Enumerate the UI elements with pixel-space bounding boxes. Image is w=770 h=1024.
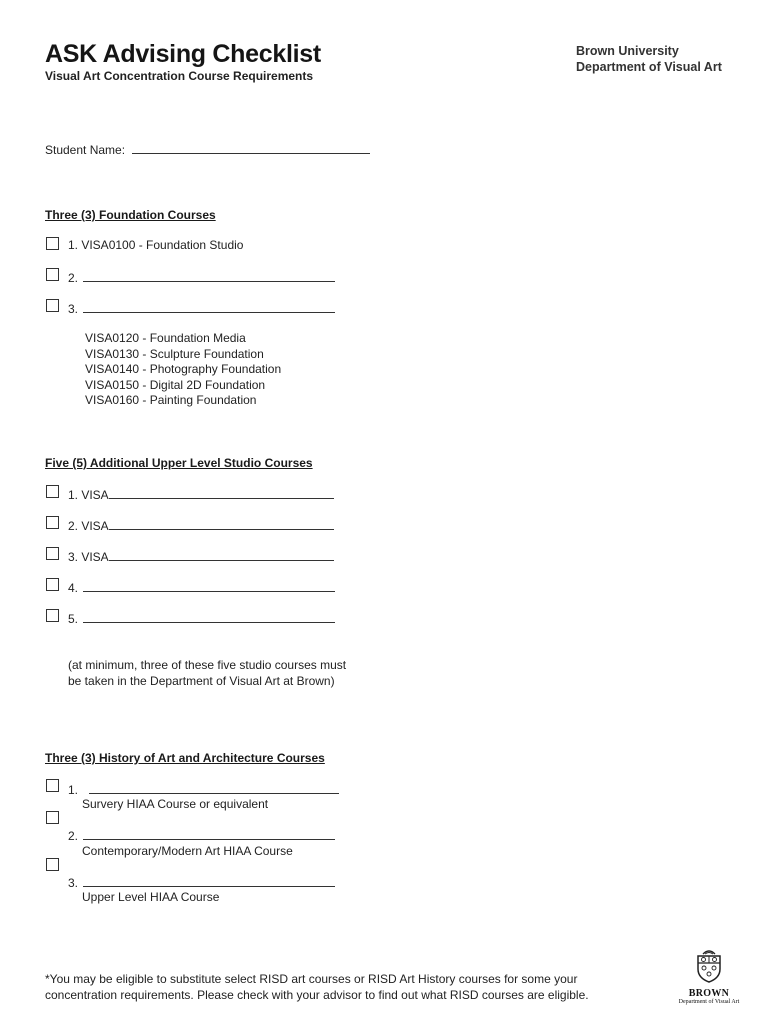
history-item-2-field[interactable]	[83, 827, 335, 840]
history-item-3-desc: Upper Level HIAA Course	[82, 890, 220, 904]
brown-crest-icon	[694, 947, 724, 983]
logo-subtitle: Department of Visual Art	[678, 999, 740, 1005]
history-item-2-number: 2.	[68, 829, 79, 843]
upper-item-3-prefix: 3. VISA	[68, 550, 109, 564]
history-item-1-number: 1.	[68, 783, 79, 797]
foundation-heading: Three (3) Foundation Courses	[45, 208, 216, 222]
footer-note	[45, 971, 589, 1003]
brown-logo	[676, 947, 742, 1005]
history-item-2-desc: Contemporary/Modern Art HIAA Course	[82, 844, 293, 858]
foundation-item-2-number: 2.	[68, 271, 79, 285]
history-checkbox-2[interactable]	[46, 811, 59, 824]
foundation-option: VISA0140 - Photography Foundation	[85, 362, 282, 377]
upper-checkbox-3[interactable]	[46, 547, 59, 560]
foundation-checkbox-3[interactable]	[46, 299, 59, 312]
upper-checkbox-5[interactable]	[46, 609, 59, 622]
footer-line: *You may be eligible to substitute select RISD art courses or RISD Art History courses for some your	[45, 972, 578, 986]
upper-item-4-number: 4.	[68, 581, 79, 595]
student-name-row	[45, 141, 370, 157]
history-checkbox-1[interactable]	[46, 779, 59, 792]
history-item-1-row	[68, 781, 339, 797]
upper-item-3-field[interactable]	[109, 548, 334, 561]
foundation-option: VISA0160 - Painting Foundation	[85, 393, 257, 408]
institution-block	[576, 43, 722, 75]
footer-line: concentration requirements. Please check with your advisor to find out what RISD courses are eligible.	[45, 988, 589, 1002]
upper-item-4-row	[68, 579, 335, 595]
history-item-3-number: 3.	[68, 876, 79, 890]
foundation-item-3-row	[68, 300, 335, 316]
history-heading: Three (3) History of Art and Architecture Courses	[45, 751, 325, 765]
upper-item-1-field[interactable]	[109, 486, 334, 499]
upper-level-note	[68, 657, 346, 689]
history-item-2-row	[68, 827, 335, 843]
foundation-checkbox-2[interactable]	[46, 268, 59, 281]
upper-item-5-row	[68, 610, 335, 626]
foundation-item-2-row	[68, 269, 335, 285]
upper-item-3-row	[68, 548, 334, 564]
foundation-option: VISA0120 - Foundation Media	[85, 331, 246, 345]
upper-item-2-field[interactable]	[109, 517, 334, 530]
foundation-item-3-number: 3.	[68, 302, 79, 316]
upper-item-5-number: 5.	[68, 612, 79, 626]
logo-wordmark: BROWN	[688, 988, 730, 999]
foundation-item-1: 1. VISA0100 - Foundation Studio	[68, 238, 244, 252]
foundation-option: VISA0150 - Digital 2D Foundation	[85, 377, 266, 392]
note-line: (at minimum, three of these five studio courses must	[68, 658, 347, 672]
department-name: Department of Visual Art	[576, 60, 722, 74]
foundation-checkbox-1[interactable]	[46, 237, 59, 250]
history-checkbox-3[interactable]	[46, 858, 59, 871]
history-item-3-row	[68, 874, 335, 890]
institution-name: Brown University	[576, 44, 679, 58]
history-item-3-field[interactable]	[83, 874, 335, 887]
upper-item-1-prefix: 1. VISA	[68, 488, 109, 502]
history-item-1-desc: Survery HIAA Course or equivalent	[82, 797, 269, 811]
note-line: be taken in the Department of Visual Art at Brown)	[68, 674, 335, 688]
upper-checkbox-4[interactable]	[46, 578, 59, 591]
history-item-1-field[interactable]	[89, 781, 339, 794]
foundation-option: VISA0130 - Sculpture Foundation	[85, 346, 264, 361]
foundation-options-list	[85, 331, 281, 409]
upper-checkbox-1[interactable]	[46, 485, 59, 498]
page-title: ASK Advising Checklist	[45, 40, 321, 68]
student-name-label: Student Name:	[45, 143, 126, 157]
upper-checkbox-2[interactable]	[46, 516, 59, 529]
upper-item-2-row	[68, 517, 334, 533]
student-name-field[interactable]	[132, 141, 370, 154]
upper-item-2-prefix: 2. VISA	[68, 519, 109, 533]
upper-item-4-field[interactable]	[83, 579, 335, 592]
upper-item-5-field[interactable]	[83, 610, 335, 623]
page-subtitle: Visual Art Concentration Course Requirements	[45, 69, 314, 83]
upper-level-heading: Five (5) Additional Upper Level Studio Courses	[45, 456, 313, 470]
foundation-item-2-field[interactable]	[83, 269, 335, 282]
foundation-item-3-field[interactable]	[83, 300, 335, 313]
upper-item-1-row	[68, 486, 334, 502]
